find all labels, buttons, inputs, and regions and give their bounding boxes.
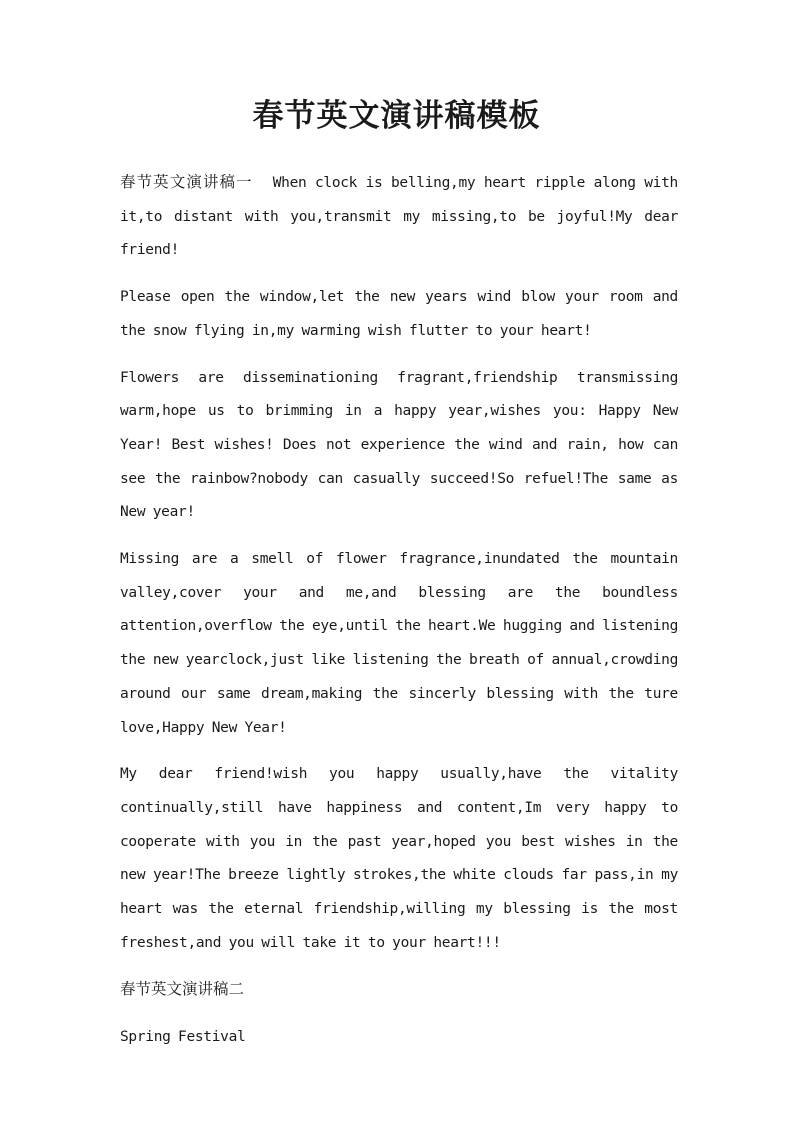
paragraph-5: My dear friend!wish you happy usually,have the vitality continually,still have happiness and content,Im very happy to cooperate with you in the past year,hoped you best wishes in the new year!The breeze lightly strokes,the white clouds far pass,in my heart was the eternal friendship,willing my blessing is the most freshest,and you will take it to your heart!!! (120, 766, 678, 951)
paragraph-3: Flowers are disseminationing fragrant,friendship transmissing warm,hope us to brimming in a happy year,wishes you: Happy New Year! Best wishes! Does not experience the wind and rain, how can see the rainbow?nobody can casually succeed!So refuel!The same as New year! (120, 369, 678, 521)
paragraph-2: Please open the window,let the new years wind blow your room and the snow flying in,my warming wish flutter to your heart! (120, 289, 678, 339)
paragraph-1-text: When clock is belling,my heart ripple along with it,to distant with you,transmit my missing,to be joyful!My dear friend! (120, 175, 678, 259)
paragraph-4: Missing are a smell of flower fragrance,inundated the mountain valley,cover your and me,and blessing are the boundless attention,overflow the eye,until the heart.We hugging and listening the new yearclock,just like listening the breath of annual,crowding around our same dream,making the sincerly blessing with the ture love,Happy New Year! (120, 551, 678, 736)
document-body (120, 166, 678, 1068)
section2-first-line: Spring Festival (120, 1029, 246, 1046)
section2-heading-line (120, 973, 678, 1008)
document-title: 春节英文演讲稿模板 (252, 98, 541, 134)
paragraph-1 (120, 166, 678, 268)
section1-heading: 春节英文演讲稿一 (120, 173, 253, 191)
section2-heading: 春节英文演讲稿二 (120, 980, 245, 999)
